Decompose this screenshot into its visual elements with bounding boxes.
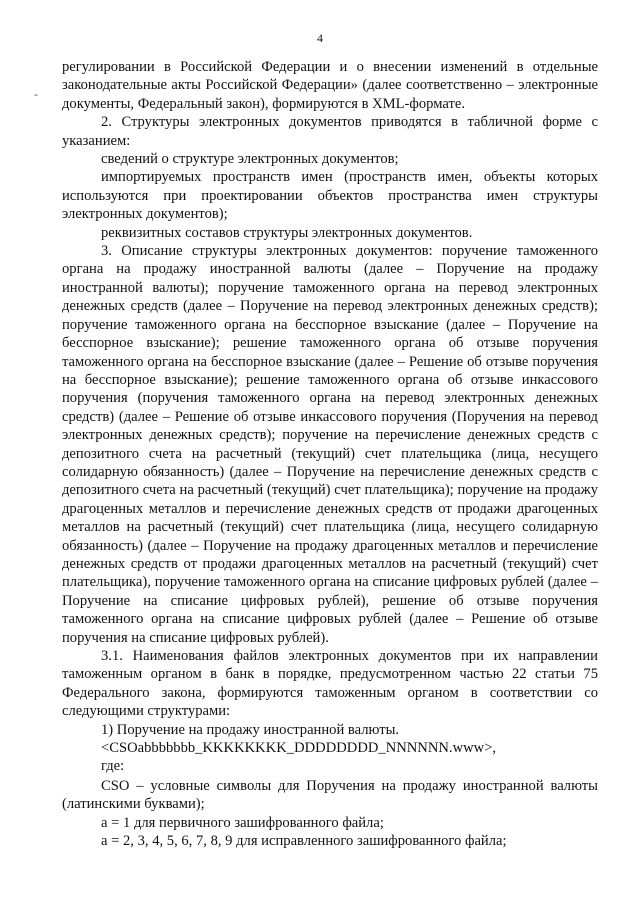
list-item-namespaces: импортируемых пространств имен (пространств имен, объекты которых используются при проектировании объектов пространства имен структуры электронных документов); <box>62 169 598 223</box>
document-body <box>62 58 598 850</box>
list-item-structure-info: сведений о структуре электронных документов; <box>101 151 399 168</box>
page-number: 4 <box>317 31 323 45</box>
a-primary-definition: a = 1 для первичного зашифрованного файла; <box>101 814 384 831</box>
paragraph-continuation: регулировании в Российской Федерации и о внесении изменений в отдельные законодательные акты Российской Федерации» (далее соответственно – электронные документы, Федеральный закон), формируются в XML-формате. <box>62 59 598 112</box>
paragraph-3-1: 3.1. Наименования файлов электронных документов при их направлении таможенным органом в банк в порядке, предусмотренном частью 22 статьи 75 Федерального закона, формируются таможенным органом в соответствии со следующими структурами: <box>62 648 598 720</box>
margin-mark: - <box>34 87 38 101</box>
paragraph-3: 3. Описание структуры электронных документов: поручение таможенного органа на продажу иностранной валюты (далее – Поручение на продажу иностранной валюты); поручение таможенного органа на перевод электронных денежных средств (далее – Поручение на перевод электронных денежных средств); поручение таможенного органа на бесспорное взыскание (далее – Поручение на бесспорное взыскание); решение таможенного органа об отзыве поручения таможенного органа на бесспорное взыскание (далее – Решение об отзыве поручения на бесспорное взыскание); решение таможенного органа об отзыве инкассового поручения (поручения таможенного органа на перевод электронных денежных средств) (далее – Решение об отзыве инкассового поручения (Поручения на перевод электронных денежных средств); поручение на перечисление денежных средств с депозитного счета на расчетный (текущий) счет плательщика (лица, несущего солидарную обязанность) (далее – Поручение на перечисление денежных средств с депозитного счета на расчетный (текущий) счет плательщика); поручение на продажу драгоценных металлов и перечисление денежных средств от продажи драгоценных металлов на расчетный (текущий) счет плательщика (лица, несущего солидарную обязанность) (далее – Поручение на продажу драгоценных металлов и перечисление денежных средств от продажи драгоценных металлов на расчетный (текущий) счет плательщика), поручение таможенного органа на списание цифровых рублей (далее – Поручение на списание цифровых рублей), решение об отзыве поручения таможенного органа на списание цифровых рублей (далее – Решение об отзыве поручения на списание цифровых рублей). <box>62 243 598 646</box>
cso-definition: CSO – условные символы для Поручения на продажу иностранной валюты (латинскими буквами); <box>62 777 598 813</box>
file-name-template: <CSOabbbbbbb_KKKKKKKK_DDDDDDDD_NNNNNN.www>, <box>101 740 497 757</box>
paragraph-2: 2. Структуры электронных документов приводятся в табличной форме с указанием: <box>62 114 598 149</box>
a-corrected-definition: a = 2, 3, 4, 5, 6, 7, 8, 9 для исправленного зашифрованного файла; <box>101 833 507 850</box>
item-1-heading: 1) Поручение на продажу иностранной валюты. <box>101 721 400 738</box>
list-item-requisites: реквизитных составов структуры электронных документов. <box>101 224 473 241</box>
where-label: где: <box>101 758 125 775</box>
